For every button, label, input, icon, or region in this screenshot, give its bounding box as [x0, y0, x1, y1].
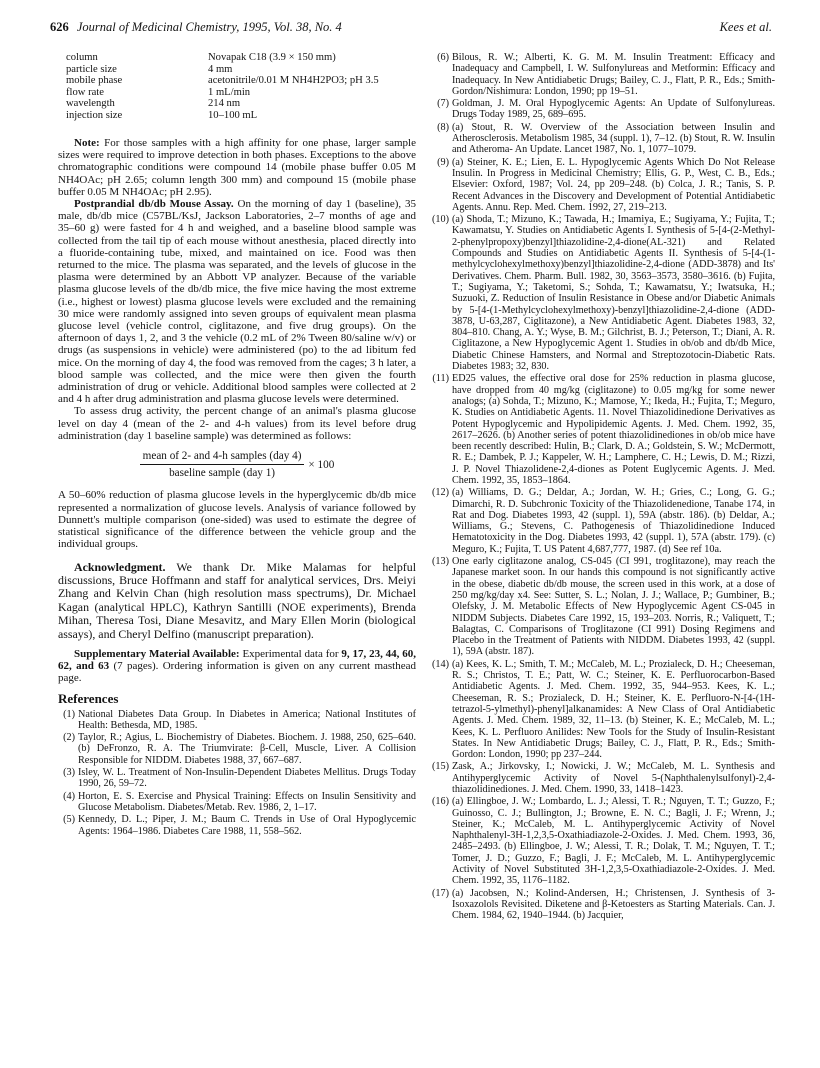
- supplementary-post: (7 pages). Ordering information is given on any current masthead page.: [58, 660, 416, 685]
- references-list-left: [58, 709, 416, 837]
- hplc-condition-row: [66, 75, 379, 87]
- reference-item: [430, 52, 775, 97]
- activity-text: To assess drug activity, the percent change of an animal's plasma glucose level on day 4 (mean of the 2- and 4-h values) from its level before drug administration (day 1 baseline sample) was determined as follows:: [58, 405, 416, 442]
- reference-number: (15): [432, 761, 449, 773]
- percent-change-formula: [58, 450, 416, 479]
- reference-text: (a) Shoda, T.; Mizuno, K.; Tawada, H.; Imamiya, E.; Sugiyama, Y.; Fujita, T.; Kawamatsu, Y. Studies on Antidiabetic Agents I. Synthesis of 5-[4-(2-Methyl-2-phenylpropoxy)benzyl]thiazolidine-2,4-dione(AL-321) and Related Compounds and Studies on Antidiabetic Agents II. Synthesis of 5-[4-(1-methylcyclohexylmethoxy)benzyl]thiazolidine-2,4-dione (ADD-3878) and Its' Derivatives. Chem. Pharm. Bull. 1982, 30, 3563–3573, 3580–3616. (b) Fujita, T.; Sugiyama, Y.; Taketomi, S.; Sohda, T.; Kawamatsu, Y.; Iwatsuka, H.; Suzuoki, Z. Reduction of Insulin Resistance in Obese and/or Diabetic Animals by 5-[4-(1-Methylcyclohexylmethoxy)-benzyl]thiazolidine-2,4-dione (ADD-3878, U-63,287, Ciglitazone), a New Antidiabetic Agent. Diabetes 1983, 32, 804–810. Chang, A. Y.; Wyse, B. M.; Gilchrist, B. J.; Peterson, T.; Diani, A. R. Ciglitazone, a New Hypoglycemic Agent 1. Studies in ob/ob and db/db Mice, Diabetic Chinese Hamsters, and Normal and Streptozotocin-Diabetic Rats. Diabetes 1983; 32, 830.: [452, 214, 775, 373]
- reference-item: [58, 791, 416, 814]
- reference-item: [430, 796, 775, 886]
- reference-item: [430, 659, 775, 761]
- hplc-condition-key: particle size: [66, 63, 117, 75]
- supplementary-compound-ids: 9, 17, 23, 44, 60, 62, and 63: [58, 647, 416, 673]
- reference-number: (7): [437, 98, 449, 110]
- reference-number: (12): [432, 487, 449, 499]
- reference-number: (17): [432, 887, 449, 899]
- analysis-text: A 50–60% reduction of plasma glucose levels in the hyperglycemic db/db mice represented a normalization of glucose levels. Analysis of variance followed by Dunnett's multiple comparison (one-sided) was used to estimate the degree of statistical significance of the difference between the vehicle group and the individual groups.: [58, 489, 416, 551]
- note-paragraph: [58, 137, 416, 198]
- reference-text: Isley, W. L. Treatment of Non-Insulin-Dependent Diabetes Mellitus. Drugs Today 1990, 26, 59–72.: [78, 767, 416, 790]
- hplc-condition-row: [66, 64, 379, 76]
- reference-number: (5): [63, 814, 75, 826]
- reference-number: (8): [437, 121, 449, 133]
- supplementary-pre: Experimental data for: [242, 647, 339, 660]
- reference-item: [430, 761, 775, 795]
- reference-text: (a) Stout, R. W. Overview of the Association between Insulin and Atherosclerosis. Metabolism 1985, 34 (suppl. 1), 7–12. (b) Stout, R. W. Insulin and Atheroma- An Update. Lancet 1987, No. 1, 1077–1079.: [452, 121, 775, 156]
- note-label: Note:: [74, 137, 100, 149]
- reference-item: [430, 157, 775, 213]
- reference-text: Kennedy, D. L.; Piper, J. M.; Baum C. Trends in Use of Oral Hypoglycemic Agents: 1964–1986. Diabetes Care 1988, 11, 558–562.: [78, 814, 416, 837]
- reference-text: (a) Jacobsen, N.; Kolind-Andersen, H.; Christensen, J. Synthesis of 3-Isoxazolols Revisited. Diketene and β-Ketoesters as Starting Materials. Can. J. Chem. 1984, 62, 1940–1944. (b) Jacquier,: [452, 887, 775, 922]
- hplc-condition-row: [66, 110, 379, 122]
- hplc-condition-value: 4 mm: [208, 63, 233, 75]
- reference-text: One early ciglitazone analog, CS-045 (CI 991, troglitazone), may reach the Japanese market soon. In our hands this compound is not significantly active in the obese, diabetic db/db mouse, the screen used in this work, at a dose of 250 mg/kg/day x4. See: Sutter, S. L.; Nolan, J. J.; Wallace, P.; Gumbiner, B.; Olefsky, J. M. Metabolic Effects of New Hypoglycemic Agent CS-045 in NIDDM Subjects. Diabetes Care 1992, 15, 193–203. Norris, R.; Valiquett, T.; Balagtas, C. Comparisons of Troglitazone (CI 991) Dosing Regimens and Placebo in the Treatment of Patients with NIDDM. Diabetes 1993, 42 (suppl. 1), 59A (abstr. 187).: [452, 556, 775, 658]
- reference-text: (a) Steiner, K. E.; Lien, E. L. Hypoglycemic Agents Which Do Not Release Insulin. In Progress in Medicinal Chemistry; Ellis, G. P., West, C. B., Eds.; Elsevier: Oxford, 1987; Vol. 24, pp 209–248. (b) Colca, J. R.; Tanis, S. P. Recent Advances in the Discovery and Development of Potential Antidiabetic Agents. Annu. Rep. Med. Chem. 1992, 27, 219–213.: [452, 156, 775, 213]
- formula-denominator: baseline sample (day 1): [169, 467, 276, 480]
- reference-text: Horton, E. S. Exercise and Physical Training: Effects on Insulin Sensitivity and Glucose Metabolism. Diabetes/Metab. Rev. 1986, 2, 1–17.: [78, 790, 416, 813]
- reference-item: [58, 814, 416, 837]
- acknowledgment-heading: Acknowledgment.: [74, 559, 166, 574]
- hplc-condition-key: mobile phase: [66, 75, 123, 86]
- acknowledgment-paragraph: [58, 561, 416, 641]
- reference-item: [58, 709, 416, 732]
- reference-item: [430, 556, 775, 658]
- page-header: [50, 18, 772, 36]
- hplc-condition-key: flow rate: [66, 86, 104, 98]
- reference-item: [430, 888, 775, 922]
- reference-item: [58, 767, 416, 790]
- reference-text: ED25 values, the effective oral dose for 25% reduction in plasma glucose, have dropped from 40 mg/kg (ciglitazone) to 0.05 mg/kg for some newer analogs; (a) Sohda, T.; Mizuno, K.; Mamose, Y.; Ikeda, H.; Fujita, T.; Meguro, K. Studies on Antidiabetic Agents. 11. Novel Thiazolidinedione Derivatives as Potent Hypoglycemic and Hypolipidemic Agents. J. Med. Chem. 1992, 35, 2617–2626. (b) Another series of potent thiazolidinediones in ob/ob mice have been recently described: Hulin, B.; Clark, D. A.; Goldstein, S. W.; McDermott, R. E.; Dambek, P. J.; Kappeler, W. H.; Lamphere, C. H.; Lewis, D. M.; Rizzi, J. P. Novel Thiazolidene-2,4-diones as Potent Euglycemic Agents. J. Med. Chem. 1992, 35, 1853–1864.: [452, 373, 775, 486]
- hplc-condition-value: Novapak C18 (3.9 × 150 mm): [208, 52, 336, 63]
- hplc-condition-row: [66, 87, 379, 99]
- reference-number: (16): [432, 796, 449, 808]
- reference-number: (2): [63, 732, 75, 744]
- reference-item: [430, 487, 775, 555]
- assay-paragraph: [58, 198, 416, 405]
- reference-number: (11): [432, 373, 449, 385]
- hplc-condition-value: 10–100 mL: [208, 109, 258, 121]
- reference-number: (14): [432, 658, 449, 670]
- hplc-conditions-body: [66, 52, 379, 121]
- reference-number: (4): [63, 790, 75, 802]
- reference-text: Zask, A.; Jirkovsky, I.; Nowicki, J. W.; McCaleb, M. L. Synthesis and Antihyperglycemic Activity of Novel 5-(Naphthalenylsulfonyl)-2,4-thiazolidinediones. J. Med. Chem. 1990, 33, 1418–1423.: [452, 761, 775, 795]
- formula-numerator: mean of 2- and 4-h samples (day 4): [140, 450, 305, 465]
- reference-text: National Diabetes Data Group. In Diabetes in America; National Institutes of Health: Bethesda, MD, 1985.: [78, 708, 416, 731]
- supplementary-paragraph: [58, 648, 416, 685]
- running-authors: Kees et al.: [719, 20, 772, 34]
- hplc-conditions-table: [66, 52, 379, 121]
- reference-text: Bilous, R. W.; Alberti, K. G. M. M. Insulin Treatment: Efficacy and Inadequacy and Campbell, I. W. Sulfonylureas and Metformin: Efficacy and Inadequacy. In New Antidiabetic Drugs; Bailey, C. J., Flatt, P. R., Eds.; Smith-Gordon/Nishimura: London, 1990; pp 19–51.: [452, 52, 775, 97]
- reference-number: (13): [432, 556, 449, 568]
- hplc-condition-row: [66, 52, 379, 64]
- acknowledgment-text: We thank Dr. Mike Malamas for helpful discussions, Bruce Hoffmann and staff for analytical services, Drs. Meiyi Zhang and Kelvin Chan (high resolution mass spectrums), Dr. Michael Kagan (analytical HPLC), Kathryn Santilli (NOE experiments), Brenda Mihan, Theresa Tosi, Diane Mesavitz, and Mary Ellen Morin (biological assays), and Cheryl Delfino (manuscript preparation).: [58, 559, 416, 641]
- right-column: [430, 52, 775, 923]
- hplc-condition-key: injection size: [66, 109, 123, 121]
- reference-text: (a) Williams, D. G.; Deldar, A.; Jordan, W. H.; Gries, C.; Long, G. G.; Dimarchi, R. D. Subchronic Toxicity of the Thiazolidenedione, Tanabe 174, in Rat and Dog. Diabetes 1993, 42 (suppl. 1), 59A (abstr. 186). (b) Deldar, A.; Williams, G.; Stevens, C. Pathogenesis of Thiazolidinedione Induced Hematotoxicity in the Dog. Diabetes 1993, 42 (suppl. 1), 57A (abstr. 179). (c) Meguro, K.; Fujita, T. US Patent 4,687,777, 1987. (d) See ref 10a.: [452, 487, 775, 555]
- formula-fraction: [140, 450, 305, 479]
- hplc-condition-key: wavelength: [66, 98, 115, 109]
- analysis-paragraph: [58, 489, 416, 550]
- reference-item: [430, 373, 775, 486]
- reference-item: [430, 122, 775, 156]
- hplc-condition-value: 1 mL/min: [208, 86, 251, 98]
- reference-text: (a) Kees, K. L.; Smith, T. M.; McCaleb, M. L.; Prozialeck, D. H.; Cheeseman, R. S.; Christos, T. E.; Patt, W. C.; Steiner, K. E. Perfluorocarbon-Based Antidiabetic Agents. J. Med. Chem. 1992, 35, 944–953. Kees, K. L.; Cheeseman, R. S.; Prozialeck, D. H.; Steiner, K. E. Perfluoro-N-[4-(1H-tetrazol-5-ylmethyl)-phenyl]alkanamides: A New Class of Oral Antidiabetic Agents. J. Med. Chem. 1989, 32, 11–13. (b) Steiner, K. E.; McCaleb, M. L.; Kees, K. L. Perfluoro Anilides: New Tools for the Study of Insulin-Resistant States. In New Antidiabetic Drugs; Bailey, C. J., Flatt, P. R., Eds.; Smith-Gordon: London, 1990; pp 237–244.: [452, 658, 775, 761]
- reference-text: Goldman, J. M. Oral Hypoglycemic Agents: An Update of Sulfonylureas. Drugs Today 1989, 25, 689–695.: [452, 98, 775, 121]
- reference-item: [58, 732, 416, 766]
- left-column: [58, 52, 416, 838]
- page-number: 626: [50, 20, 69, 34]
- journal-citation: Journal of Medicinal Chemistry, 1995, Vol. 38, No. 4: [76, 20, 342, 34]
- reference-item: [430, 214, 775, 372]
- reference-number: (6): [437, 52, 449, 63]
- activity-paragraph: [58, 405, 416, 442]
- references-heading: References: [58, 690, 119, 706]
- reference-text: (a) Ellingboe, J. W.; Lombardo, L. J.; Alessi, T. R.; Nguyen, T. T.; Guzzo, F.; Guinosso, C. J.; Bullington, J.; Browne, E. N. C.; Bagli, J. F.; Wrenn, J.; Steiner, K.; McCaleb, M. L. Antihyperglycemic Activity of Novel Naphthalenyl-3H-1,2,3,5-Oxathiadiazole-2-Oxides. J. Med. Chem. 1993, 36, 2485–2493. (b) Ellingboe, J. W.; Alessi, T. R.; Dolak, T. M.; Nguyen, T. T.; Tomer, J. D.; Guzzo, F.; Bagli, J. F.; McCaleb, M. L. Antihyperglycemic Activity of Novel Substituted 3H-1,2,3,5-Oxathiadiazole-2-Oxides. J. Med. Chem. 1992, 35, 1176–1182.: [452, 796, 775, 887]
- supplementary-heading: Supplementary Material Available:: [74, 647, 240, 660]
- reference-number: (3): [63, 767, 75, 779]
- hplc-condition-row: [66, 98, 379, 110]
- formula-multiplier: × 100: [308, 458, 335, 471]
- assay-heading: Postprandial db/db Mouse Assay.: [74, 198, 234, 211]
- reference-number: (9): [437, 156, 449, 168]
- hplc-condition-value: 214 nm: [208, 98, 241, 109]
- hplc-condition-value: acetonitrile/0.01 M NH4H2PO3; pH 3.5: [208, 75, 379, 86]
- reference-number: (10): [432, 214, 449, 226]
- note-text: For those samples with a high affinity for one phase, larger sample sizes were required to improve detection in both phases. Exceptions to the above chromatographic conditions were compound 14 (mobile phase buffer 0.05 M NH4OAc; pH 2.65; column length 300 mm) and compound 15 (mobile phase buffer 0.05 M NH4OAc; pH 2.95).: [58, 137, 416, 198]
- reference-item: [430, 98, 775, 121]
- reference-number: (1): [63, 708, 75, 720]
- assay-text: On the morning of day 1 (baseline), 35 male, db/db mice (C57BL/KsJ, Jackson Laboratories, 2–7 months of age and 35–60 g) were fasted for 4 h and weighed, and a baseline blood sample was collected from the tail tip of each mouse without anesthesia, placed directly into a fluoride-containing tube, mixed, and maintained on ice. Food was then returned to the mice. The plasma was separated, and the levels of glucose in the plasma were determined by an Abbott VP analyzer. Because of the variable plasma glucose levels of the db/db mice, the five mice having the most extreme (i.e., highest or lowest) plasma glucose levels were excluded and the remaining 30 mice were randomly assigned into seven groups of equivalent mean plasma glucose level (vehicle control, ciglitazone, and five drug groups). On the afternoon of days 1, 2, and 3 the vehicle (0.2 mL of 2% Tween 80/saline w/v) or drugs (as suspensions in vehicle) were administered (po) to the ad libitum fed mice. On the morning of day 4, the food was removed from the cages; 3 h later, a blood sample was collected, and the mice were then given the fourth administration of drug or vehicle. Additional blood samples were collected at 2 and 4 h after drug administration and plasma glucose levels were determined.: [58, 198, 416, 406]
- references-list-right: [430, 52, 775, 922]
- hplc-condition-key: column: [66, 52, 98, 63]
- reference-text: Taylor, R.; Agius, L. Biochemistry of Diabetes. Biochem. J. 1988, 250, 625–640. (b) DeFronzo, R. A. The Triumvirate: β-Cell, Muscle, Liver. A Collision Responsible for NIDDM. Diabetes 1988, 37, 667–687.: [78, 732, 416, 766]
